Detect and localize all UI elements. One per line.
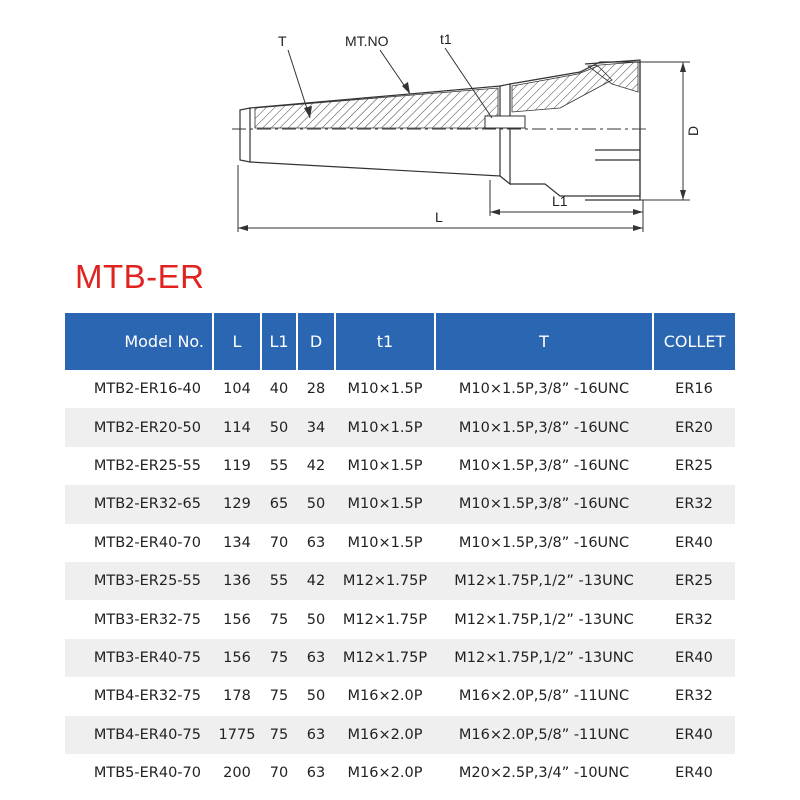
cell-model-no: MTB3-ER40-75 (65, 639, 213, 677)
cell-t1: M12×1.75P (335, 562, 435, 600)
table-row (65, 485, 735, 523)
table-row (65, 639, 735, 677)
label-l: L (435, 209, 443, 225)
label-l1: L1 (552, 193, 568, 209)
cell-model-no: MTB3-ER32-75 (93, 611, 201, 628)
cell-collet: ER25 (653, 562, 735, 600)
cell-model-no: MTB5-ER40-70 (93, 765, 201, 782)
table-row (65, 600, 735, 638)
cell-t: M10×1.5P,3/8” -16UNC (435, 485, 653, 523)
cell-t: M10×1.5P,3/8” -16UNC (458, 457, 630, 474)
cell-t: M12×1.75P,1/2” -13UNC (435, 562, 653, 600)
cell-collet: ER32 (675, 688, 713, 705)
cell-model-no: MTB2-ER20-50 (65, 408, 213, 446)
label-t: T (278, 33, 287, 49)
t1-thread-mark (485, 116, 525, 128)
cell-l1: 55 (261, 562, 297, 600)
header-t: T (435, 313, 653, 370)
table-row (65, 562, 735, 600)
table-row (65, 370, 735, 408)
cell-d: 42 (306, 457, 326, 474)
header-t1: t1 (335, 313, 435, 370)
cell-l1: 75 (269, 688, 289, 705)
cell-collet: ER40 (653, 639, 735, 677)
cell-collet: ER16 (675, 381, 713, 398)
cell-l1: 70 (269, 534, 289, 551)
table-row (65, 447, 735, 485)
label-d: D (685, 125, 701, 136)
cell-d: 50 (306, 688, 326, 705)
cell-collet: ER40 (675, 765, 713, 782)
cell-d: 28 (306, 381, 326, 398)
cell-t: M10×1.5P,3/8” -16UNC (458, 534, 630, 551)
cell-t: M10×1.5P,3/8” -16UNC (435, 408, 653, 446)
table-row (65, 677, 735, 715)
cell-collet: ER32 (653, 485, 735, 523)
cell-d: 42 (297, 562, 335, 600)
cell-t1: M16×2.0P (335, 716, 435, 754)
table-row (65, 716, 735, 754)
label-t1: t1 (440, 31, 452, 47)
cell-t: M12×1.75P,1/2” -13UNC (454, 611, 634, 628)
cell-t1: M10×1.5P (347, 381, 423, 398)
cell-collet: ER25 (675, 457, 713, 474)
cell-t1: M10×1.5P (335, 408, 435, 446)
cell-l: 156 (213, 639, 261, 677)
cell-l1: 75 (261, 716, 297, 754)
cell-t1: M10×1.5P (335, 485, 435, 523)
cell-l: 156 (223, 611, 251, 628)
table-row (65, 754, 735, 792)
cell-t: M12×1.75P,1/2” -13UNC (435, 639, 653, 677)
cell-l1: 40 (269, 381, 289, 398)
cell-t: M16×2.0P,5/8” -11UNC (435, 716, 653, 754)
cell-l: 178 (223, 688, 251, 705)
cell-l: 119 (223, 457, 251, 474)
header-d: D (297, 313, 335, 370)
cell-collet: ER40 (675, 534, 713, 551)
cell-t1: M16×2.0P (347, 765, 423, 782)
cell-l1: 55 (269, 457, 289, 474)
cell-collet: ER32 (675, 611, 713, 628)
cell-model-no: MTB4-ER32-75 (93, 688, 201, 705)
cell-model-no: MTB2-ER25-55 (93, 457, 201, 474)
cell-t: M20×2.5P,3/4” -10UNC (458, 765, 630, 782)
holder-section-hatch (255, 88, 498, 128)
cell-model-no: MTB2-ER32-65 (65, 485, 213, 523)
cell-t1: M12×1.75P (335, 639, 435, 677)
dimension-arrows (238, 62, 686, 231)
cell-model-no: MTB3-ER25-55 (65, 562, 213, 600)
cell-t1: M10×1.5P (347, 457, 423, 474)
spec-table (65, 313, 735, 792)
series-title: MTB-ER (75, 258, 205, 295)
table-row (65, 408, 735, 446)
cell-l: 114 (213, 408, 261, 446)
cell-l: 1775 (213, 716, 261, 754)
tool-holder-drawing (0, 0, 800, 250)
cell-l: 129 (213, 485, 261, 523)
cell-d: 50 (306, 611, 326, 628)
header-model-no: Model No. (65, 313, 213, 370)
cell-l1: 65 (261, 485, 297, 523)
cell-l1: 70 (269, 765, 289, 782)
cell-d: 34 (297, 408, 335, 446)
header-collet: COLLET (653, 313, 735, 370)
cell-t1: M16×2.0P (347, 688, 423, 705)
cell-t1: M12×1.75P (342, 611, 428, 628)
cell-l1: 75 (261, 639, 297, 677)
cell-t: M10×1.5P,3/8” -16UNC (458, 381, 630, 398)
table-header-row (65, 313, 735, 370)
cell-l1: 75 (269, 611, 289, 628)
cell-l1: 50 (261, 408, 297, 446)
cell-l: 200 (223, 765, 251, 782)
cell-d: 63 (306, 765, 326, 782)
cell-model-no: MTB2-ER40-70 (93, 534, 201, 551)
cell-l: 104 (223, 381, 251, 398)
cell-l: 136 (213, 562, 261, 600)
table-row (65, 524, 735, 562)
cell-t: M16×2.0P,5/8” -11UNC (458, 688, 630, 705)
cell-l: 134 (223, 534, 251, 551)
cell-collet: ER20 (653, 408, 735, 446)
header-l: L (213, 313, 261, 370)
cell-d: 63 (306, 534, 326, 551)
cell-d: 50 (297, 485, 335, 523)
header-l1: L1 (261, 313, 297, 370)
cell-d: 63 (297, 639, 335, 677)
cell-collet: ER40 (653, 716, 735, 754)
cell-d: 63 (297, 716, 335, 754)
cell-model-no: MTB2-ER16-40 (93, 381, 201, 398)
label-mt-no: MT.NO (345, 33, 389, 49)
cell-model-no: MTB4-ER40-75 (65, 716, 213, 754)
cell-t1: M10×1.5P (347, 534, 423, 551)
table-body (65, 370, 735, 792)
